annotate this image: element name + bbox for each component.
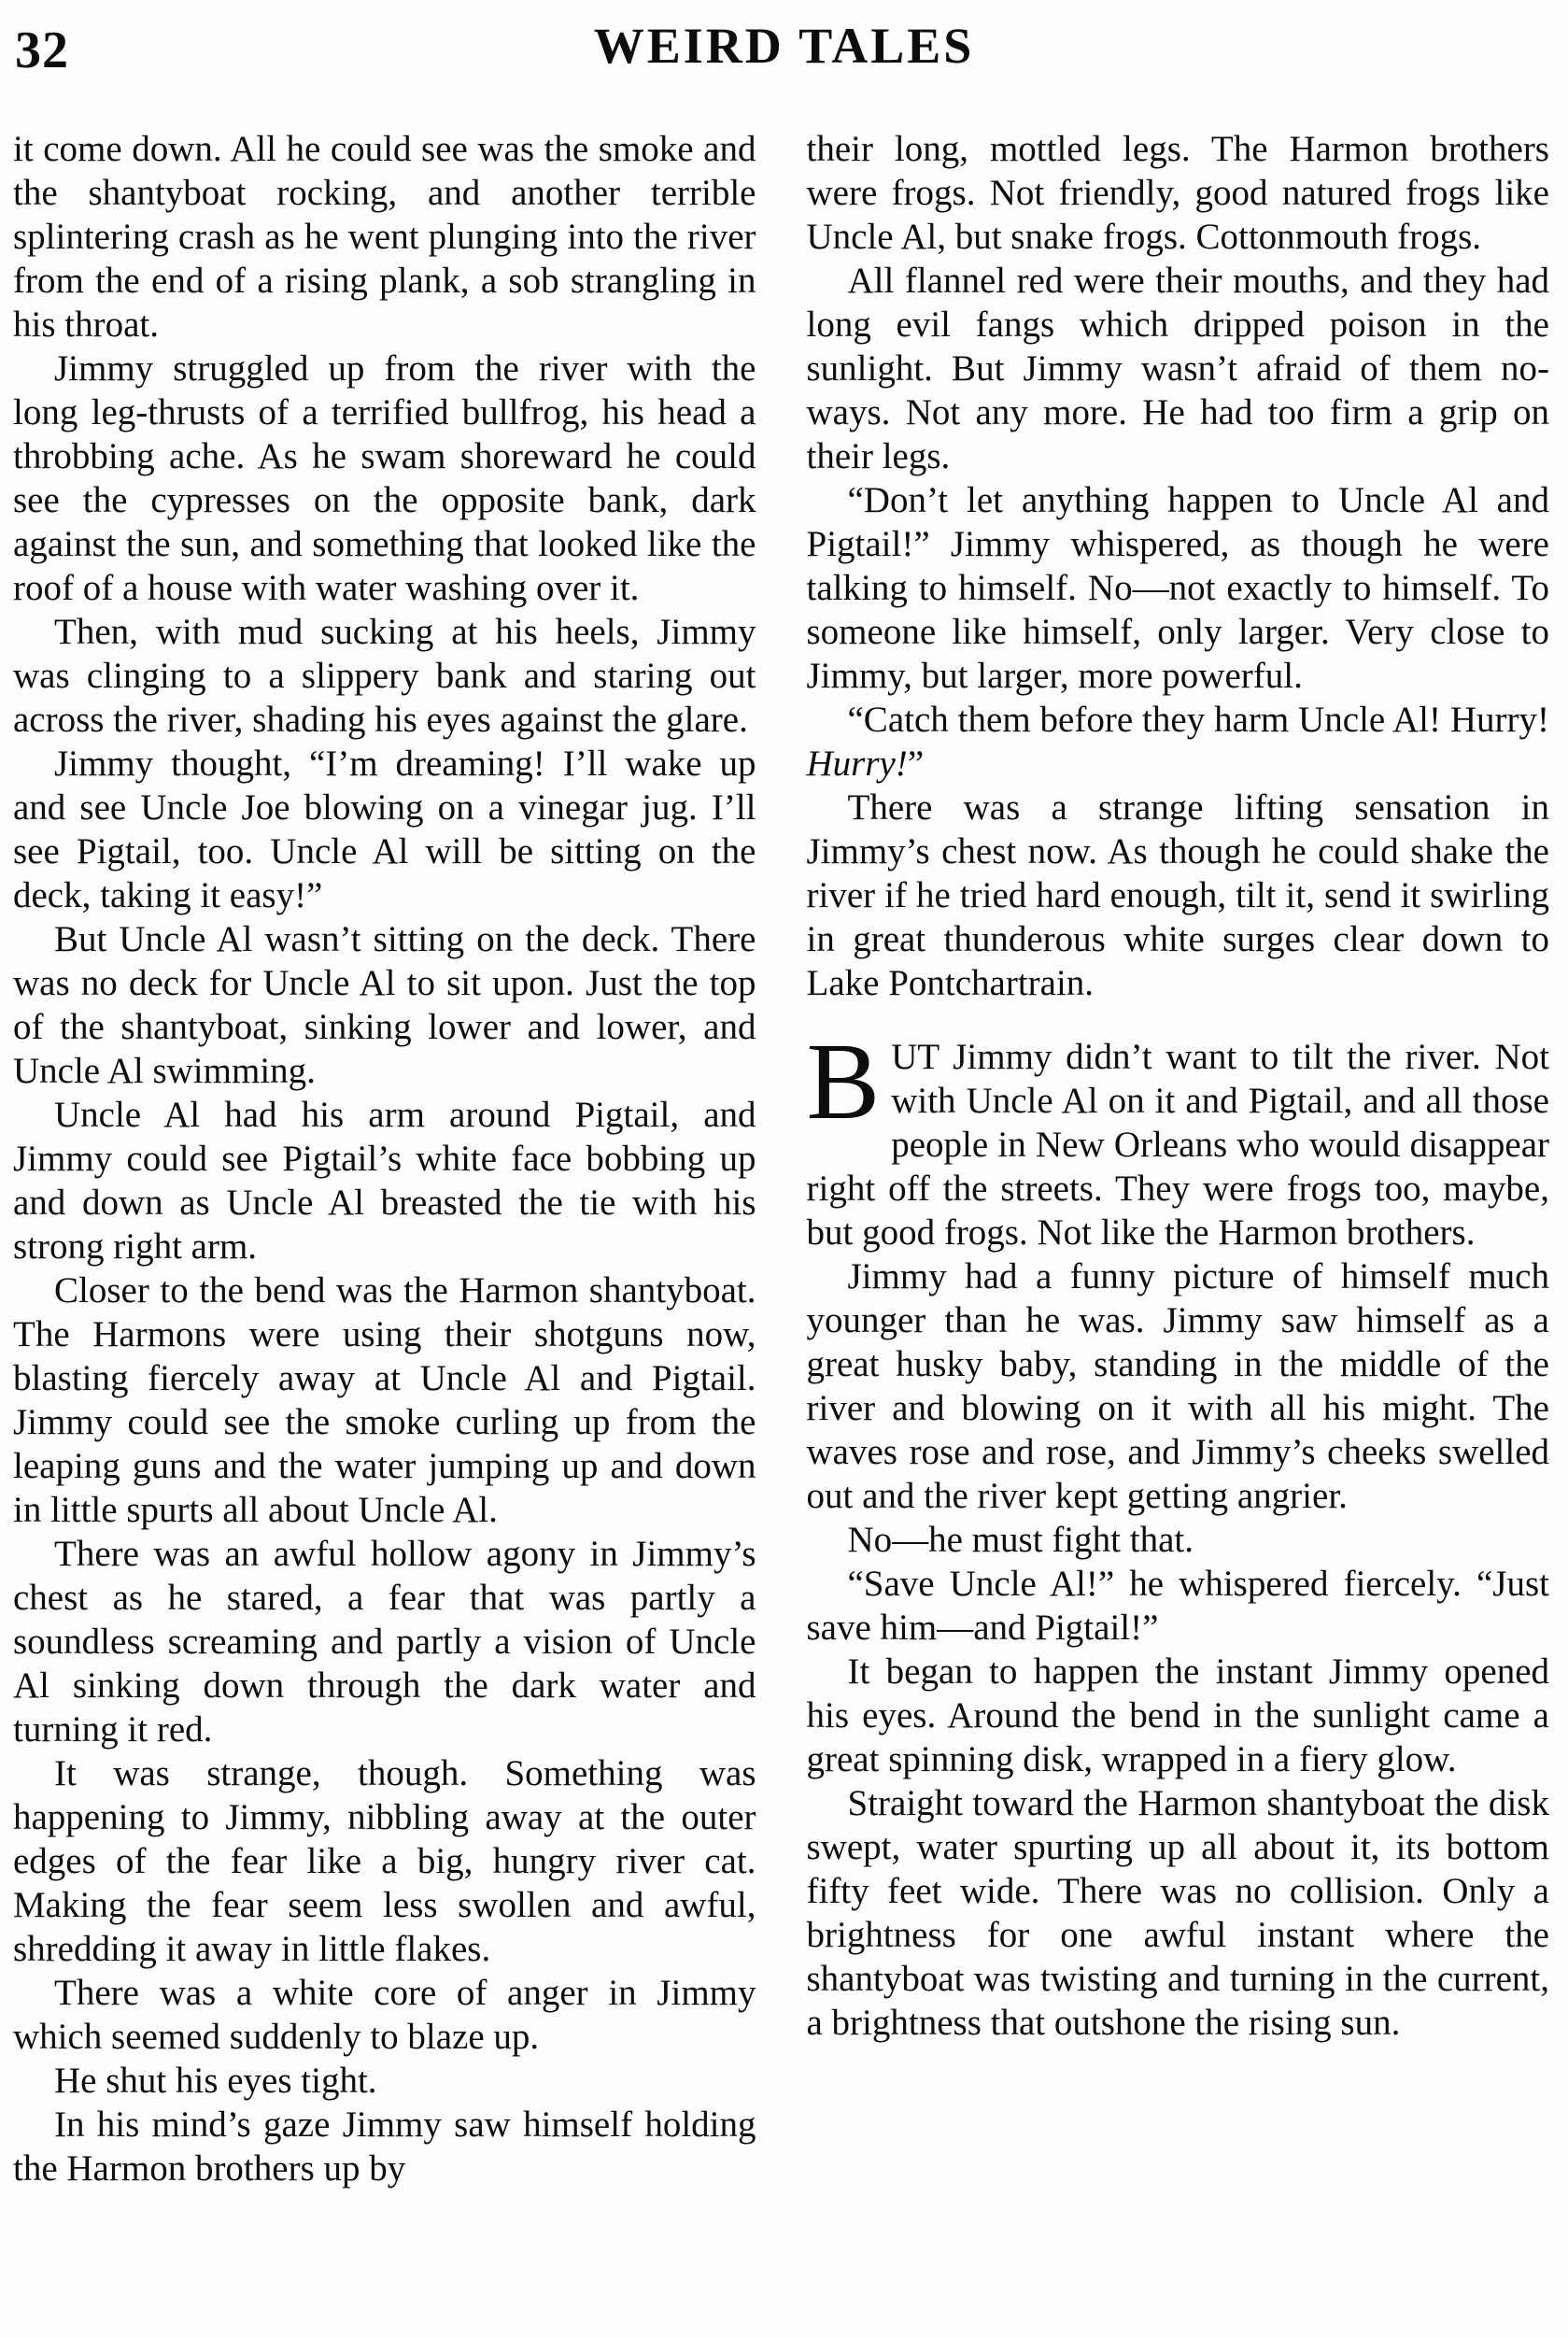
text-run: “Catch them before they harm Uncle Al! Hurry! (847, 700, 1549, 740)
left-column (13, 127, 756, 2190)
paragraph: But Uncle Al wasn’t sitting on the deck. There was no deck for Uncle Al to sit upon. Just the top of the shantyboat, sinking lower and lower, and Uncle Al swimming. (13, 919, 756, 1091)
paragraph: Jimmy struggled up from the river with the long leg-thrusts of a terrified bullfrog, his head a throbbing ache. As he swam shoreward he could see the cypresses on the opposite bank, dark against the sun, and something that looked like the roof of a house with water washing over it. (13, 348, 756, 608)
paragraph: their long, mottled legs. The Harmon brothers were frogs. Not friendly, good natured frogs like Uncle Al, but snake frogs. Cottonmouth frogs. (806, 129, 1549, 257)
paragraph: No—he must fight that. (847, 1520, 1194, 1560)
paragraph: Then, with mud sucking at his heels, Jimmy was clinging to a slippery bank and staring out across the river, shading his eyes against the glare. (13, 612, 756, 740)
paragraph: He shut his eyes tight. (54, 2061, 377, 2101)
paragraph: BUT Jimmy didn’t want to tilt the river. Not with Uncle Al on it and Pigtail, and all those people in New Orleans who would disappear right off the streets. They were frogs too, maybe, but good frogs. Not like the Harmon brothers. (806, 1020, 1549, 1253)
paragraph (807, 698, 1550, 786)
italic-text: Hurry! (806, 744, 908, 784)
paragraph: Jimmy had a funny picture of himself much younger than he was. Jimmy saw himself as a great husky baby, standing in the middle of the river and blowing on it with all his might. The waves rose and rose, and Jimmy’s cheeks swelled out and the river kept getting angrier. (806, 1256, 1549, 1516)
paragraph: Jimmy thought, “I’m dreaming! I’ll wake up and see Uncle Joe blowing on a vinegar jug. I’ll see Pigtail, too. Uncle Al will be sitting on the deck, taking it easy!” (13, 744, 756, 915)
paragraph: “Don’t let anything happen to Uncle Al and Pigtail!” Jimmy whispered, as though he were talking to himself. No—not exactly to himself. To someone like himself, only larger. Very close to Jimmy, but larger, more powerful. (806, 480, 1549, 696)
paragraph: It was strange, though. Something was happening to Jimmy, nibbling away at the outer edges of the fear like a big, hungry river cat. Making the fear seem less swollen and awful, shredding it away in little flakes. (13, 1753, 756, 1969)
paragraph: There was a strange lifting sensation in Jimmy’s chest now. As though he could shake the river if he tried hard enough, tilt it, send it swirling in great thunderous white surges clear down to Lake Pontchartrain. (806, 787, 1549, 1003)
magazine-title: WEIRD TALES (593, 18, 975, 74)
drop-cap: B (806, 1020, 881, 1142)
paragraph: “Save Uncle Al!” he whispered fiercely. “Just save him—and Pigtail!” (806, 1564, 1549, 1648)
paragraph: It began to happen the instant Jimmy opened his eyes. Around the bend in the sunlight came a great spinning disk, wrapped in a fiery glow. (806, 1651, 1549, 1779)
right-column (807, 127, 1550, 2190)
paragraph: it come down. All he could see was the smoke and the shantyboat rocking, and another terrible splintering crash as he went plunging into the river from the end of a rising plank, a sob strangling in his throat. (13, 129, 756, 345)
paragraph: There was a white core of anger in Jimmy which seemed suddenly to blaze up. (13, 1973, 756, 2057)
paragraph: All flannel red were their mouths, and they had long evil fangs which dripped poison in the sunlight. But Jimmy wasn’t afraid of them no-ways. Not any more. He had too firm a grip on their legs. (806, 261, 1549, 476)
paragraph: In his mind’s gaze Jimmy saw himself holding the Harmon brothers up by (13, 2104, 756, 2189)
text-run: ” (907, 744, 925, 784)
paragraph: Uncle Al had his arm around Pigtail, and Jimmy could see Pigtail’s white face bobbing up and down as Uncle Al breasted the tie with his strong right arm. (13, 1095, 756, 1267)
paragraph: Straight toward the Harmon shantyboat the disk swept, water spurting up all about it, its bottom fifty feet wide. There was no collision. Only a brightness for one awful instant where the shantyboat was twisting and turning in the current, a brightness that outshone the rising sun. (806, 1783, 1549, 2043)
article-body (0, 82, 1568, 2190)
page-header (0, 0, 1568, 82)
paragraph: Closer to the bend was the Harmon shantyboat. The Harmons were using their shotguns now, blasting fiercely away at Uncle Al and Pigtail. Jimmy could see the smoke curling up from the leaping guns and the water jumping up and down in little spurts all about Uncle Al. (13, 1270, 756, 1530)
page-number: 32 (15, 21, 69, 79)
paragraph: There was an awful hollow agony in Jimmy’s chest as he stared, a fear that was partly a soundless screaming and partly a vision of Uncle Al sinking down through the dark water and turning it red. (13, 1534, 756, 1750)
